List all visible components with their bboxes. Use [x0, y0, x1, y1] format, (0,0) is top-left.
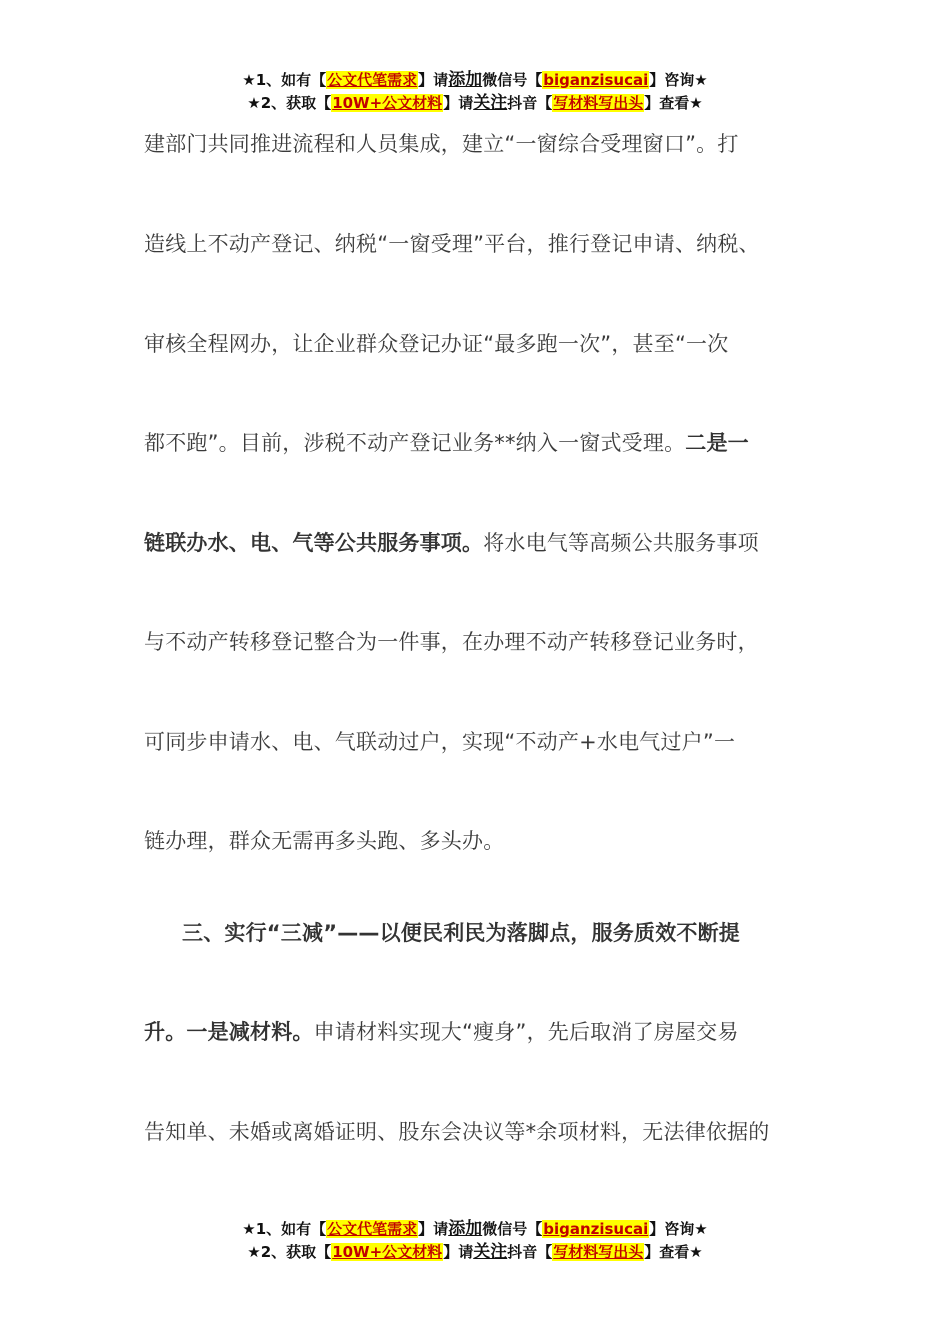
- banner-text: 】查看★: [644, 94, 703, 112]
- footer-banner: [0, 1218, 950, 1264]
- banner-text: 】查看★: [644, 1243, 703, 1261]
- paragraph-line: 告知单、未婚或离婚证明、股东会决议等*余项材料，无法律依据的: [144, 1120, 770, 1144]
- banner-text: 微信号【: [482, 71, 543, 89]
- banner-text: 】咨询★: [649, 71, 708, 89]
- banner-douyin-id: 写材料写出头: [553, 94, 644, 112]
- paragraph-line: 链办理，群众无需再多头跑、多头办。: [144, 829, 505, 853]
- paragraph-line: 与不动产转移登记整合为一件事，在办理不动产转移登记业务时，: [144, 630, 759, 654]
- paragraph-line: [144, 523, 759, 563]
- banner-text: 抖音【: [507, 1243, 553, 1261]
- paragraph-text: 将水电气等高频公共服务事项: [483, 531, 759, 555]
- banner-text: 】请: [418, 71, 449, 89]
- banner-emphasis: 关注: [473, 1242, 508, 1262]
- banner-wechat-id: biganzisucai: [543, 71, 649, 89]
- paragraph-line: 造线上不动产登记、纳税“一窗受理”平台，推行登记申请、纳税、: [144, 232, 760, 256]
- banner-emphasis: 关注: [473, 93, 508, 113]
- paragraph-text: 申请材料实现大“瘦身”，先后取消了房屋交易: [313, 1020, 739, 1044]
- paragraph-text: 都不跑”。目前，涉税不动产登记业务**纳入一窗式受理。: [144, 431, 686, 455]
- banner-highlight: 公文代笔需求: [327, 71, 418, 89]
- banner-text: ★1、如有【: [242, 71, 327, 89]
- header-banner: [0, 69, 950, 115]
- paragraph-line: [144, 423, 749, 463]
- banner-text: 抖音【: [507, 94, 553, 112]
- banner-text: 微信号【: [482, 1220, 543, 1238]
- banner-emphasis: 添加: [448, 1219, 483, 1239]
- paragraph-line: 可同步申请水、电、气联动过户，实现“不动产+水电气过户”一: [144, 730, 736, 754]
- banner-text: ★1、如有【: [242, 1220, 327, 1238]
- banner-highlight: 公文代笔需求: [327, 1220, 418, 1238]
- bold-heading: 链联办水、电、气等公共服务事项。: [144, 531, 484, 555]
- banner-text: 】请: [418, 1220, 449, 1238]
- banner-highlight: 10W+公文材料: [332, 1243, 443, 1261]
- banner-line-2: [0, 1241, 950, 1264]
- banner-text: 】请: [443, 1243, 474, 1261]
- section-heading: 三、实行“三减”——以便民利民为落脚点，服务质效不断提: [182, 921, 741, 945]
- bold-heading: 升。一是减材料。: [144, 1020, 314, 1044]
- banner-text: ★2、获取【: [247, 94, 332, 112]
- banner-text: 】请: [443, 94, 474, 112]
- banner-line-1: [0, 69, 950, 92]
- paragraph-line: [144, 1012, 739, 1052]
- banner-text: ★2、获取【: [247, 1243, 332, 1261]
- banner-line-1: [0, 1218, 950, 1241]
- banner-wechat-id: biganzisucai: [543, 1220, 649, 1238]
- banner-text: 】咨询★: [649, 1220, 708, 1238]
- banner-douyin-id: 写材料写出头: [553, 1243, 644, 1261]
- banner-emphasis: 添加: [448, 70, 483, 90]
- paragraph-line: 审核全程网办，让企业群众登记办证“最多跑一次”，甚至“一次: [144, 332, 729, 356]
- banner-highlight: 10W+公文材料: [332, 94, 443, 112]
- banner-line-2: [0, 92, 950, 115]
- paragraph-line: 建部门共同推进流程和人员集成，建立“一窗综合受理窗口”。打: [144, 132, 739, 156]
- bold-heading: 二是一: [685, 431, 749, 455]
